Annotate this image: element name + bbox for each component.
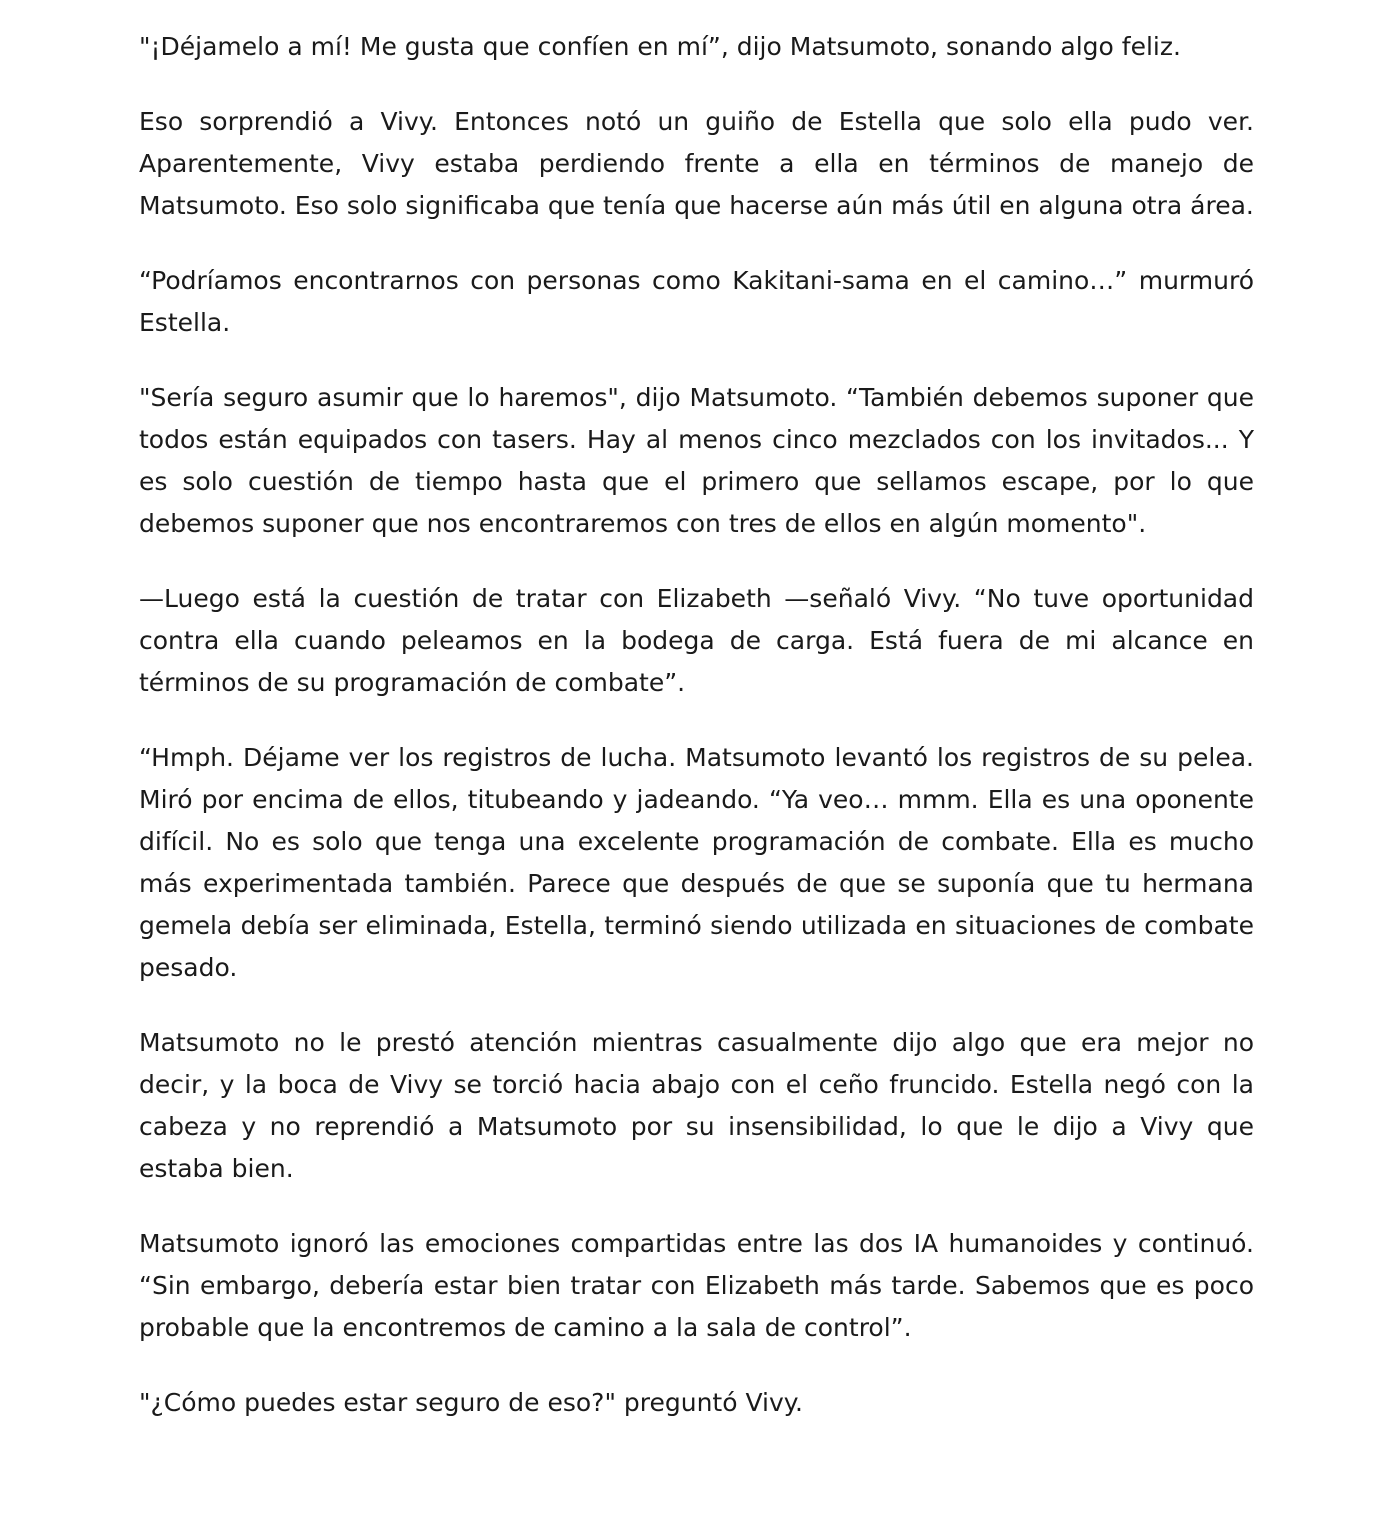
paragraph-8: Matsumoto ignoró las emociones compartidas entre las dos IA humanoides y continuó. “Sin embargo, debería estar bien tratar con Elizabeth más tarde. Sabemos que es poco probable que la encontremos de camino a la sala de control”. (139, 1229, 1254, 1342)
paragraph-7: Matsumoto no le prestó atención mientras casualmente dijo algo que era mejor no decir, y la boca de Vivy se torció hacia abajo con el ceño fruncido. Estella negó con la cabeza y no reprendió a Matsumoto por su insensibilidad, lo que le dijo a Vivy que estaba bien. (139, 1028, 1254, 1183)
paragraph-6: “Hmph. Déjame ver los registros de lucha. Matsumoto levantó los registros de su pelea. Miró por encima de ellos, titubeando y jadeando. “Ya veo… mmm. Ella es una oponente difícil. No es solo que tenga una excelente programación de combate. Ella es mucho más experimentada también. Parece que después de que se suponía que tu hermana gemela debía ser eliminada, Estella, terminó siendo utilizada en situaciones de combate pesado. (139, 743, 1254, 982)
paragraph-3: “Podríamos encontrarnos con personas como Kakitani-sama en el camino…” murmuró Estella. (139, 266, 1254, 337)
paragraph-1: "¡Déjamelo a mí! Me gusta que confíen en mí”, dijo Matsumoto, sonando algo feliz. (139, 32, 1181, 61)
paragraph-2: Eso sorprendió a Vivy. Entonces notó un guiño de Estella que solo ella pudo ver. Aparentemente, Vivy estaba perdiendo frente a ella en términos de manejo de Matsumoto. Eso solo significaba que tenía que hacerse aún más útil en alguna otra área. (139, 107, 1254, 220)
body-text (139, 26, 1254, 1457)
paragraph-4: "Sería seguro asumir que lo haremos", dijo Matsumoto. “También debemos suponer que todos están equipados con tasers. Hay al menos cinco mezclados con los invitados... Y es solo cuestión de tiempo hasta que el primero que sellamos escape, por lo que debemos suponer que nos encontraremos con tres de ellos en algún momento". (139, 383, 1254, 538)
paragraph-5: —Luego está la cuestión de tratar con Elizabeth —señaló Vivy. “No tuve oportunidad contra ella cuando peleamos en la bodega de carga. Está fuera de mi alcance en términos de su programación de combate”. (139, 584, 1254, 697)
paragraph-9: "¿Cómo puedes estar seguro de eso?" preguntó Vivy. (139, 1388, 803, 1417)
